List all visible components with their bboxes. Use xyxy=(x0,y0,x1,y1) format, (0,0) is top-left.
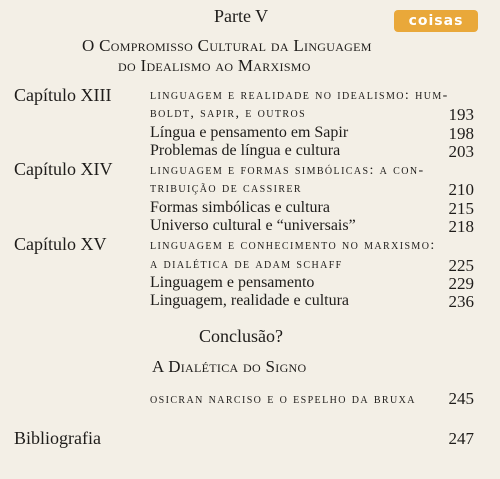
toc-entry: tribuição de cassirer xyxy=(150,181,302,196)
chapter-label: Capítulo XIII xyxy=(14,85,112,105)
toc-entry: Linguagem e pensamento xyxy=(150,274,315,291)
bibliography-label: Bibliografia xyxy=(14,428,101,448)
part-title-line1: O Compromisso Cultural da Linguagem xyxy=(82,36,372,55)
toc-entry: Problemas de língua e cultura xyxy=(150,142,341,159)
toc-entry: osicran narciso e o espelho da bruxa xyxy=(150,392,416,407)
page-number: 215 xyxy=(448,199,474,218)
page-number: 225 xyxy=(448,256,474,275)
toc-entry: Língua e pensamento em Sapir xyxy=(150,124,349,141)
page-number: 245 xyxy=(448,389,474,408)
page-number: 218 xyxy=(448,217,474,236)
page-number: 210 xyxy=(448,180,474,199)
conclusion-label: Conclusão? xyxy=(199,326,283,346)
page-number: 203 xyxy=(448,142,474,161)
part-title-line2: do Idealismo ao Marxismo xyxy=(118,56,311,75)
watermark-logo: coisas xyxy=(394,10,478,32)
chapter-label: Capítulo XIV xyxy=(14,159,113,179)
toc-entry: a dialética de adam schaff xyxy=(150,257,343,272)
page-number: 236 xyxy=(448,292,474,311)
conclusion-subtitle: A Dialética do Signo xyxy=(152,357,307,376)
toc-entry: Linguagem, realidade e cultura xyxy=(150,292,350,309)
page-number: 247 xyxy=(448,429,474,448)
page-number: 198 xyxy=(448,124,474,143)
toc-entry: Formas simbólicas e cultura xyxy=(150,199,330,216)
toc-entry: boldt, sapir, e outros xyxy=(150,106,307,121)
part-label: Parte V xyxy=(214,6,269,26)
toc-entry: Universo cultural e “universais” xyxy=(150,217,356,234)
page-number: 193 xyxy=(448,105,474,124)
toc-entry: linguagem e formas simbólicas: a con- xyxy=(150,163,425,178)
page-number: 229 xyxy=(448,274,474,293)
toc-entry: linguagem e conhecimento no marxismo: xyxy=(150,238,436,253)
chapter-label: Capítulo XV xyxy=(14,234,107,254)
toc-entry: linguagem e realidade no idealismo: hum- xyxy=(150,88,449,103)
